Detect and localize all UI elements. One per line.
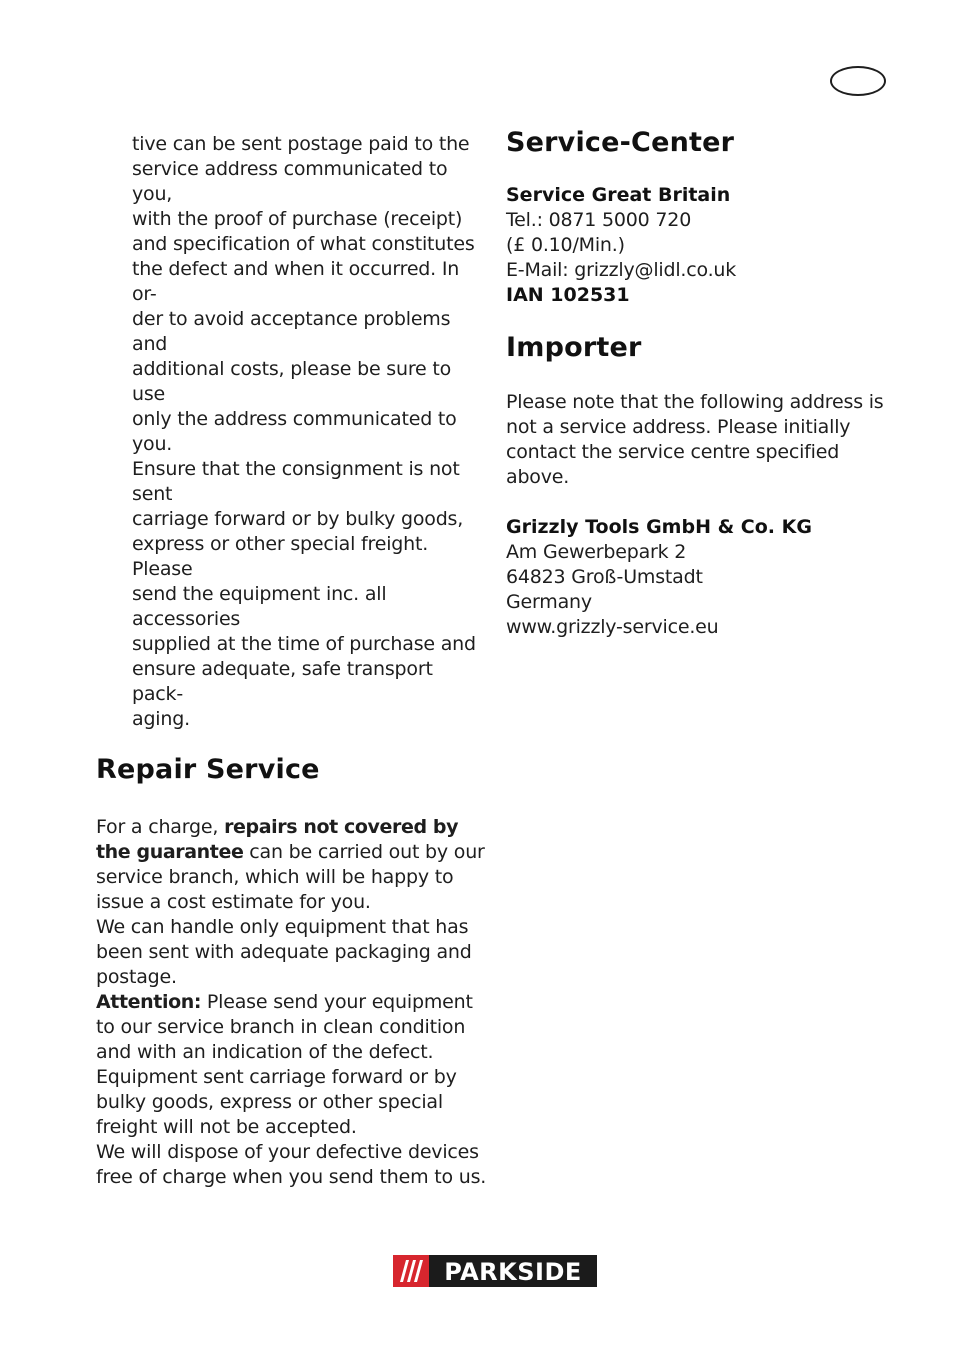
repair-intro-suffix: can be carried out by our service branch, which will be happy to issue a cost estimate for you. [96,841,485,913]
service-ian: IAN 102531 [506,284,630,306]
importer-website: www.grizzly-service.eu [506,616,719,638]
repair-intro-prefix: For a charge, [96,816,225,838]
service-email: E-Mail: grizzly@lidl.co.uk [506,259,737,281]
repair-packaging-paragraph: We can handle only equipment that has been sent with adequate packaging and postage. [96,916,472,988]
service-tel: Tel.: 0871 5000 720 [506,209,692,231]
repair-attention-paragraph [96,990,488,1065]
continuation-line: aging. [132,708,190,730]
continuation-line: additional costs, please be sure to use [132,358,452,405]
continuation-line: carriage forward or by bulky goods, [132,508,464,530]
continuation-line: and specification of what constitutes [132,233,475,255]
repair-intro-paragraph [96,815,488,915]
continuation-line: the defect and when it occurred. In or- [132,258,460,305]
importer-heading: Importer [506,332,642,363]
parkside-logo [392,1254,598,1288]
right-column [506,126,896,640]
continuation-line: with the proof of purchase (receipt) [132,208,463,230]
continuation-line: service address communicated to you, [132,158,448,205]
attention-text: Please send your equipment to our service branch in clean condition and with an indication of the defect. [96,991,473,1063]
continuation-line: send the equipment inc. all accessories [132,583,387,630]
continuation-line: supplied at the time of purchase and [132,633,476,655]
left-column [96,132,488,1190]
repair-freight-paragraph: Equipment sent carriage forward or by bulky goods, express or other special freight will not be accepted. [96,1066,457,1138]
service-center-heading: Service-Center [506,127,735,158]
continuation-line: Ensure that the consignment is not sent [132,458,460,505]
importer-country: Germany [506,591,592,613]
service-rate: (£ 0.10/Min.) [506,234,625,256]
service-great-britain-heading: Service Great Britain [506,184,731,206]
importer-company: Grizzly Tools GmbH & Co. KG [506,516,812,538]
repair-service-heading: Repair Service [96,754,320,785]
logo-text: PARKSIDE [444,1258,582,1286]
repair-dispose-paragraph: We will dispose of your defective devices free of charge when you send them to us. [96,1141,487,1188]
importer-street: Am Gewerbepark 2 [506,541,687,563]
repair-intro-bold: repairs not covered by the guarantee [96,816,459,863]
continuation-line: der to avoid acceptance problems and [132,308,451,355]
language-badge [830,66,886,96]
importer-city: 64823 Groß-Umstadt [506,566,703,588]
continuation-line: express or other special freight. Please [132,533,429,580]
continuation-paragraph [96,132,488,732]
attention-label: Attention: [96,991,202,1013]
continuation-line: ensure adequate, safe transport pack- [132,658,433,705]
continuation-line: only the address communicated to you. [132,408,457,455]
importer-note: Please note that the following address is not a service address. Please initially contact the service centre specified above. [506,391,884,488]
continuation-line: tive can be sent postage paid to the [132,133,470,155]
